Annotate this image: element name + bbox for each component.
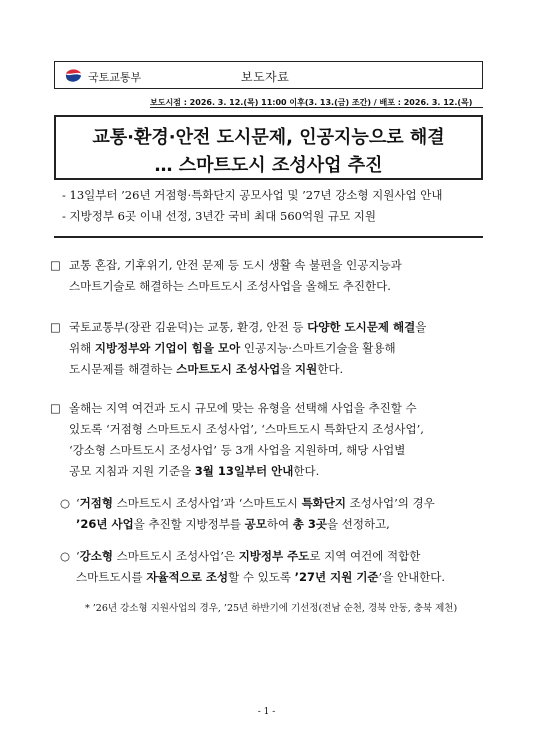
text-run: ‘ (76, 496, 80, 510)
paragraph-2 (50, 317, 490, 380)
text-run: 공모 지침과 지원 기준을 (69, 464, 195, 478)
emphasis-text: 자율적으로 조성 (146, 570, 229, 584)
text-run: 위해 (69, 341, 95, 355)
paragraph-2-line-2 (69, 338, 490, 359)
text-run: 하여 (266, 517, 293, 531)
emphasis-text: 지방정부와 기업이 힘을 모아 (94, 341, 241, 355)
paragraph-1 (50, 255, 490, 297)
emphasis-text: 스마트도시 조성사업 (176, 362, 281, 376)
text-run: 을 (415, 320, 427, 334)
square-bullet-icon: □ (50, 258, 61, 272)
sub-bullet-2-line-2 (76, 567, 487, 588)
sub-bullet-2 (60, 546, 487, 588)
ministry-name: 국토교통부 (88, 71, 142, 84)
text-run: 인공지능·스마트기술을 활용해 (240, 341, 396, 355)
paragraph-3-line-3: ‘강소형 스마트도시 조성사업’ 등 3개 사업을 지원하며, 해당 사업별 (69, 443, 406, 457)
emphasis-text: ’27년 지원 기준 (294, 570, 379, 584)
square-bullet-icon: □ (50, 401, 61, 415)
title-line-2: … 스마트도시 조성사업 추진 (154, 155, 383, 176)
text-run: 한다. (293, 464, 320, 478)
emphasis-text: 특화단지 (301, 496, 346, 510)
emphasis-text: 다양한 도시문제 해결 (307, 320, 416, 334)
text-run: 한다. (317, 362, 344, 376)
text-run: 도시문제를 해결하는 (69, 362, 177, 376)
text-run: 을 추진할 지방정부를 (133, 517, 245, 531)
text-run: 로 지역 여건에 적합한 (309, 549, 421, 563)
press-header-box (54, 61, 483, 89)
title-box (54, 115, 483, 180)
circle-bullet-icon: ○ (60, 549, 71, 563)
sub-bullet-1-line-2 (76, 514, 487, 535)
text-run: 국토교통부(장관 김윤덕)는 교통, 환경, 안전 등 (69, 320, 308, 334)
text-run: ’을 안내한다. (378, 570, 446, 584)
footnote: * ’26년 강소형 지원사업의 경우, ’25년 하반기에 기선정(전남 순천, 경북 안동, 충북 제천) (85, 603, 458, 614)
title-line-1: 교통·환경·안전 도시문제, 인공지능으로 해결 (92, 127, 445, 148)
ministry-logo-icon (64, 66, 83, 85)
circle-bullet-icon: ○ (60, 496, 71, 510)
sub-bullet-1-line-1 (76, 493, 487, 514)
page-number: - 1 - (257, 707, 276, 717)
sub-bullet-2-line-1 (76, 546, 487, 567)
subtitle-2: - 지방정부 6곳 이내 선정, 3년간 국비 최대 560억원 규모 지원 (62, 209, 376, 223)
paragraph-2-line-1 (69, 317, 490, 338)
text-run: 스마트도시를 (76, 570, 147, 584)
paragraph-3-line-4 (69, 461, 490, 482)
paragraph-2-line-3 (69, 359, 490, 380)
text-run: 스마트도시 조성사업’은 (112, 549, 239, 563)
emphasis-text: 공모 (244, 517, 267, 531)
paragraph-3-line-1: 올해는 지역 여건과 도시 규모에 맞는 유형을 선택해 사업을 추진할 수 (69, 401, 417, 415)
paragraph-1-line-1: 교통 혼잡, 기후위기, 안전 문제 등 도시 생활 속 불편을 인공지능과 (69, 258, 402, 272)
subtitle-1: - 13일부터 ’26년 거점형·특화단지 공모사업 및 ’27년 강소형 지원사업 안내 (62, 188, 443, 202)
emphasis-text: 총 3곳 (292, 517, 327, 531)
document-type: 보도자료 (241, 70, 290, 84)
emphasis-text: 강소형 (79, 549, 113, 563)
text-run: 할 수 있도록 (228, 570, 295, 584)
square-bullet-icon: □ (50, 320, 61, 334)
text-run: ‘ (76, 549, 80, 563)
text-run: 조성사업’의 경우 (346, 496, 435, 510)
embargo-underline (150, 107, 483, 108)
sub-bullet-1 (60, 493, 487, 535)
emphasis-text: ’26년 사업 (76, 517, 134, 531)
text-run: 을 (280, 362, 296, 376)
emphasis-text: 지방정부 주도 (238, 549, 310, 563)
section-divider (54, 236, 483, 238)
paragraph-3-line-2: 있도록 ‘거점형 스마트도시 조성사업’, ‘스마트도시 특화단지 조성사업’, (69, 422, 424, 436)
embargo-info: 보도시점 : 2026. 3. 12.(목) 11:00 이후(3. 13.(금) 조간) / 배포 : 2026. 3. 12.(목) (150, 98, 473, 107)
text-run: 을 선정하고, (326, 517, 390, 531)
emphasis-text: 지원 (295, 362, 318, 376)
paragraph-1-line-2: 스마트기술로 해결하는 스마트도시 조성사업을 올해도 추진한다. (69, 279, 391, 293)
emphasis-text: 3월 13일부터 안내 (194, 464, 294, 478)
paragraph-3 (50, 398, 490, 482)
text-run: 스마트도시 조성사업’과 ‘스마트도시 (112, 496, 302, 510)
emphasis-text: 거점형 (79, 496, 113, 510)
